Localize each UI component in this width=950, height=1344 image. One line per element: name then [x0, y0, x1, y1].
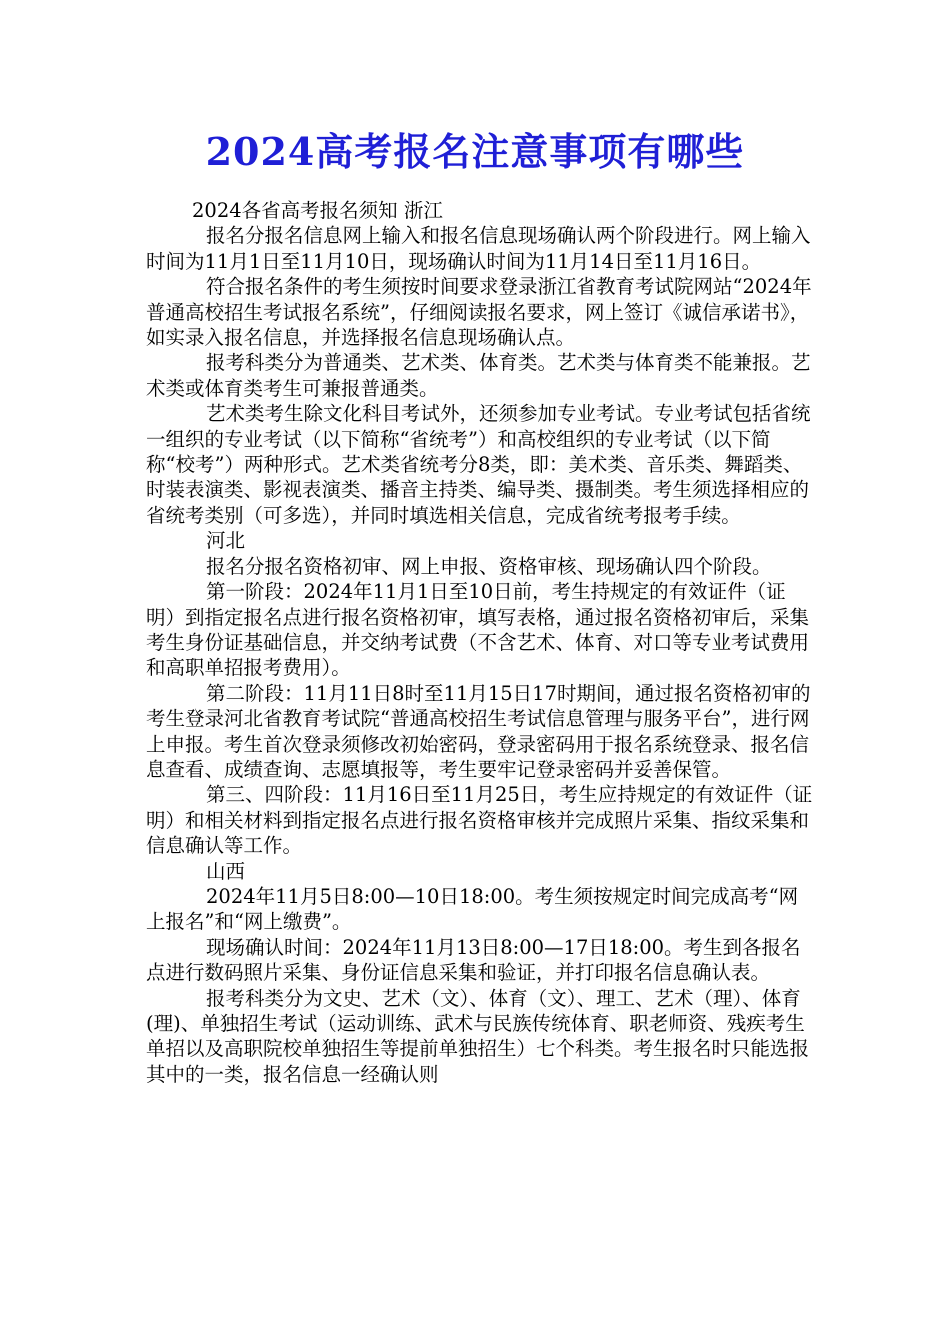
hebei-para-4: 第三、四阶段：11月16日至11月25日，考生应持规定的有效证件（证明）和相关材料到指定报名点进行报名资格审核并完成照片采集、指纹采集和信息确认等工作。	[146, 783, 813, 858]
hebei-para-1: 报名分报名资格初审、网上申报、资格审核、现场确认四个阶段。	[206, 554, 772, 578]
shanxi-para-3: 报考科类分为文史、艺术（文）、体育（文）、理工、艺术（理）、体育(理)、单独招生考试（运动训练、武术与民族传统体育、职老师资、残疾考生单招以及高职院校单独招生等提前单独招生）七个科类。考生报名时只能选报其中的一类，报名信息一经确认则	[146, 986, 810, 1086]
zhejiang-para-1: 报名分报名信息网上输入和报名信息现场确认两个阶段进行。网上输入时间为11月1日至11月10日，现场确认时间为11月14日至11月16日。	[146, 224, 811, 273]
shanxi-para-1: 2024年11月5日8:00—10日18:00。考生须按规定时间完成高考“网上报名”和“网上缴费”。	[146, 884, 799, 934]
document-body	[146, 198, 814, 1087]
shanxi-para-2: 现场确认时间：2024年11月13日8:00—17日18:00。考生到各报名点进行数码照片采集、身份证信息采集和验证，并打印报名信息确认表。	[146, 935, 801, 985]
paragraph-list	[146, 223, 814, 1087]
document-title: 2024高考报名注意事项有哪些	[205, 129, 745, 174]
zhejiang-para-4: 艺术类考生除文化科目考试外，还须参加专业考试。专业考试包括省统一组织的专业考试（以下简称“省统考”）和高校组织的专业考试（以下简称“校考”）两种形式。艺术类省统考分8类，即：美术类、音乐类、舞蹈类、时装表演类、影视表演类、播音主持类、编导类、摄制类。考生须选择相应的省统考类别（可多选），并同时填选相关信息，完成省统考报考手续。	[146, 402, 811, 527]
hebei-para-3: 第二阶段：11月11日8时至11月15日17时期间，通过报名资格初审的考生登录河北省教育考试院“普通高校招生考试信息管理与服务平台”，进行网上申报。考生首次登录须修改初始密码，登录密码用于报名系统登录、报名信息查看、成绩查询、志愿填报等，考生要牢记登录密码并妥善保管。	[146, 681, 811, 781]
zhejiang-para-3: 报考科类分为普通类、艺术类、体育类。艺术类与体育类不能兼报。艺术类或体育类考生可兼报普通类。	[146, 351, 811, 400]
province-hebei: 河北	[206, 529, 246, 553]
zhejiang-para-2: 符合报名条件的考生须按时间要求登录浙江省教育考试院网站“2024年普通高校招生考试报名系统”，仔细阅读报名要求，网上签订《诚信承诺书》，如实录入报名信息，并选择报名信息现场确认点。	[146, 275, 812, 350]
hebei-para-2: 第一阶段：2024年11月1日至10日前，考生持规定的有效证件（证明）到指定报名点进行报名资格初审，填写表格，通过报名资格初审后，采集考生身份证基础信息，并交纳考试费（不含艺术、体育、对口等专业考试费用和高职单招报考费用）。	[146, 580, 810, 680]
document-subtitle: 2024各省高考报名须知 浙江	[192, 199, 443, 222]
province-shanxi: 山西	[206, 859, 246, 883]
